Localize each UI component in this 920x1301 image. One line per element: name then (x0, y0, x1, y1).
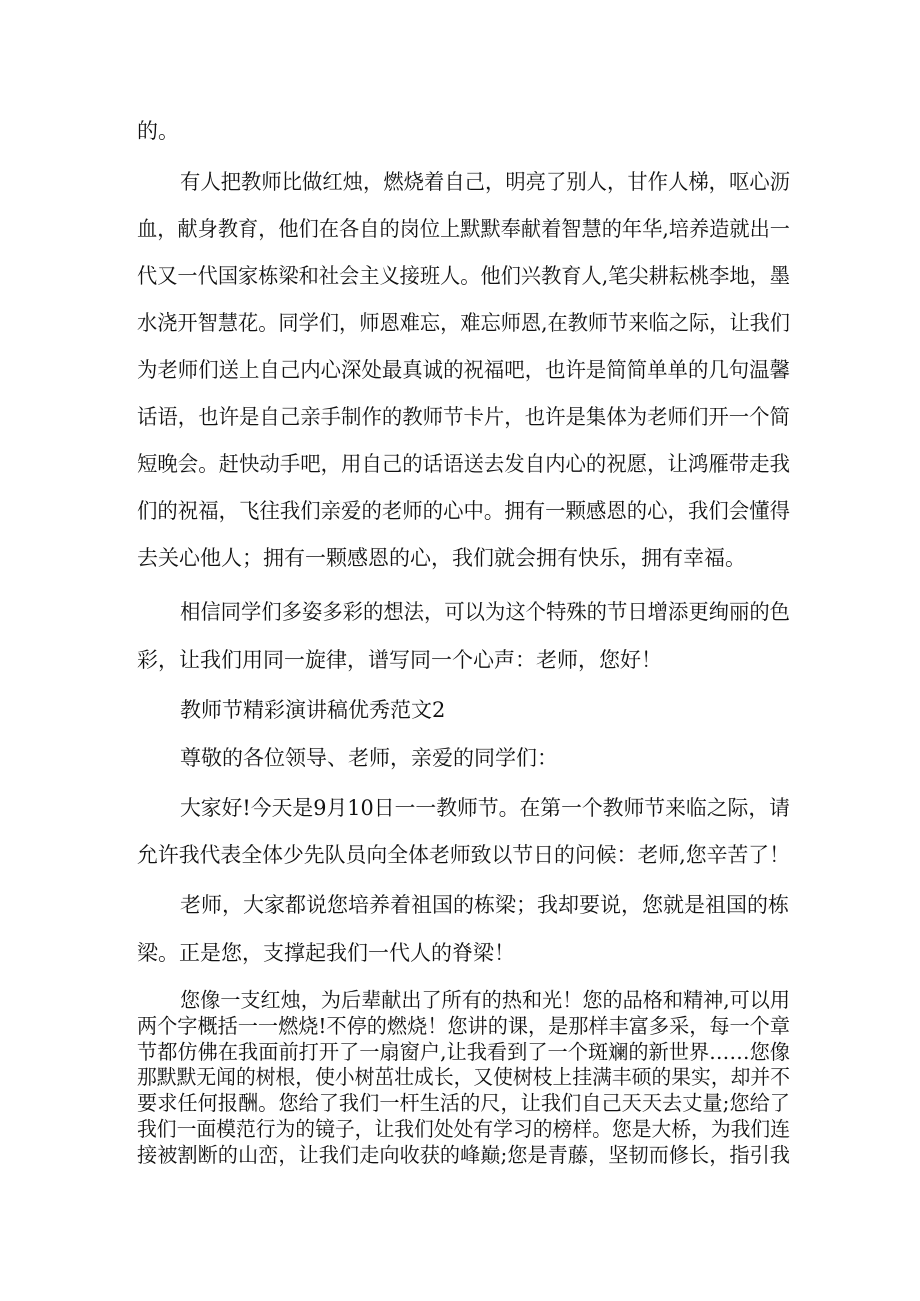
paragraph-line (0, 890, 920, 920)
text-line: 老师，大家都说您培养着祖国的栋梁；我却要说，您就是祖国的栋 (180, 893, 789, 917)
paragraph-line (0, 543, 920, 573)
text-line: 您像一支红烛，为后辈献出了所有的热和光！您的品格和精神,可以用 (180, 988, 790, 1012)
heading-text: 教师节精彩演讲稿优秀范文2 (180, 698, 446, 722)
text-line: 去关心他人；拥有一颗感恩的心，我们就会拥有快乐，拥有幸福。 (137, 546, 746, 570)
section-heading (0, 695, 920, 725)
text-line: 代又一代国家栋梁和社会主义接班人。他们兴教育人,笔尖耕耘桃李地，墨 (137, 264, 790, 288)
paragraph-line (0, 167, 920, 197)
paragraph-line (0, 116, 920, 146)
paragraph-line (0, 449, 920, 479)
paragraph-line (0, 402, 920, 432)
paragraph-line (0, 840, 920, 870)
paragraph-line (0, 214, 920, 244)
text-line: 为老师们送上自己内心深处最真诚的祝福吧，也许是简简单单的几句温馨 (137, 358, 790, 382)
paragraph-line (0, 355, 920, 385)
text-line: 短晚会。赶快动手吧，用自己的话语送去发自内心的祝愿，让鸿雁带走我 (137, 452, 790, 476)
salutation-text: 尊敬的各位领导、老师，亲爱的同学们： (180, 746, 558, 770)
text-line: 梁。正是您，支撑起我们一代人的脊梁！ (137, 941, 515, 965)
text-line: 的。 (137, 119, 179, 143)
text-line: 我们一面模范行为的镜子，让我们处处有学习的榜样。您是大桥，为我们连 (137, 1117, 790, 1141)
text-line: 大家好!今天是9月10日一一教师节。在第一个教师节来临之际，请 (180, 796, 790, 820)
paragraph-line (0, 938, 920, 968)
paragraph-line (0, 793, 920, 823)
text-line: 要求任何报酬。您给了我们一杆生活的尺，让我们自己天天去丈量;您给了 (137, 1091, 790, 1115)
paragraph-line (0, 597, 920, 627)
text-line: 有人把教师比做红烛，燃烧着自己，明亮了别人，甘作人梯，呕心沥 (180, 170, 790, 194)
text-line: 节都仿佛在我面前打开了一扇窗户,让我看到了一个斑斓的新世界……您像 (137, 1040, 790, 1064)
text-line: 水浇开智慧花。同学们，师恩难忘，难忘师恩,在教师节来临之际，让我们 (137, 311, 790, 335)
text-line: 话语，也许是自己亲手制作的教师节卡片，也许是集体为老师们开一个简 (137, 405, 790, 429)
text-line: 血，献身教育，他们在各自的岗位上默默奉献着智慧的年华,培养造就出一 (137, 217, 790, 241)
text-line: 相信同学们多姿多彩的想法，可以为这个特殊的节日增添更绚丽的色 (180, 600, 790, 624)
text-line: 两个字概括一一燃烧!不停的燃烧！您讲的课，是那样丰富多采，每一个章 (137, 1014, 790, 1038)
text-line: 彩，让我们用同一旋律，谱写同一个心声：老师，您好！ (137, 648, 662, 672)
paragraph-line (0, 1140, 920, 1170)
paragraph-line (0, 308, 920, 338)
text-line: 们的祝福，飞往我们亲爱的老师的心中。拥有一颗感恩的心，我们会懂得 (137, 499, 790, 523)
paragraph-line (0, 645, 920, 675)
paragraph-line (0, 743, 920, 773)
text-line: 那默默无闻的树根，使小树茁壮成长，又使树枝上挂满丰硕的果实，却并不 (137, 1065, 790, 1089)
text-line: 允许我代表全体少先队员向全体老师致以节日的问候：老师,您辛苦了！ (137, 843, 790, 867)
paragraph-line (0, 261, 920, 291)
text-line: 接被割断的山峦，让我们走向收获的峰巅;您是青藤，坚韧而修长，指引我 (137, 1143, 790, 1167)
paragraph-line (0, 496, 920, 526)
